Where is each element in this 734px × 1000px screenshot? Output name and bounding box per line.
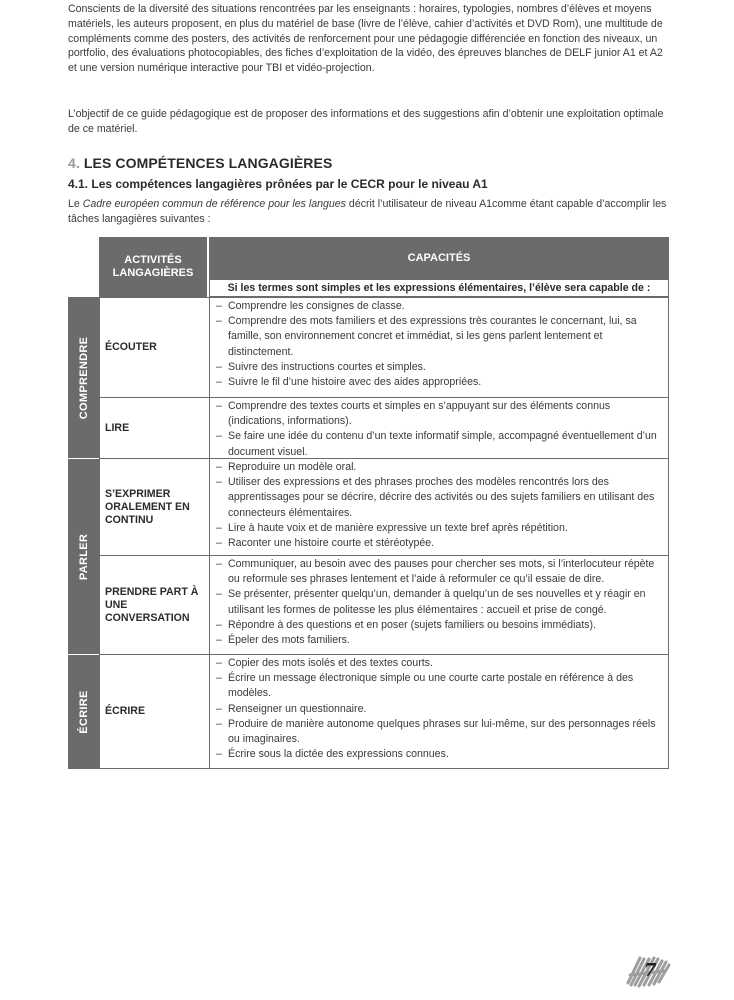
header-subtitle: Si les termes sont simples et les expressions élémentaires, l’élève sera capable de : bbox=[209, 279, 669, 297]
header-capacities: CAPACITÉS bbox=[209, 237, 669, 279]
skill-label: COMPRENDRE bbox=[77, 336, 90, 419]
activity-ecrire bbox=[99, 654, 210, 769]
skill-parler bbox=[68, 459, 99, 654]
competences-table bbox=[68, 237, 669, 769]
header-activities: ACTIVITÉS LANGAGIÈRES bbox=[99, 237, 207, 297]
capacity-item: – Comprendre des textes courts et simples en s’appuyant sur des éléments connus (indications, informations). bbox=[216, 400, 611, 428]
subsection-title: Les compétences langagières prônées par le CECR pour le niveau A1 bbox=[91, 177, 488, 191]
skill-ecrire bbox=[68, 655, 99, 769]
capacities-ecouter bbox=[209, 297, 669, 398]
capacity-item: – Comprendre les consignes de classe. bbox=[216, 300, 405, 312]
activity-lire bbox=[99, 397, 210, 459]
capacity-item: – Lire à haute voix et de manière expressive un texte bref après répétition. bbox=[216, 521, 568, 534]
activity-label: ÉCOUTER bbox=[105, 341, 157, 353]
capacity-item: – Copier des mots isolés et des textes courts. bbox=[216, 657, 433, 669]
intro-paragraph: Conscients de la diversité des situations rencontrées par les enseignants : horaires, typologies, nombres d’élèves et moyens matériels, les auteurs proposent, en plus du matériel de base (livre de l’élève, cahier d’activités et DVD Rom), une multitude de compléments comme des posters, des activités de renforcement pour une pédagogie différenciée en fonction des niveaux, un portfolio, des évaluations photocopiables, des fiches d’exploitation de la vidéo, des épreuves blanches de DELF junior A1 et A2 et une version numérique interactive pour TBI et vidéo-projection. bbox=[68, 3, 663, 75]
capacities-prendre-part-conversation bbox=[209, 555, 669, 655]
capacity-item: – Produire de manière autonome quelques phrases sur lui-même, sur des personnages réels ou imaginaires. bbox=[216, 717, 656, 746]
capacities-sexprimer-oralement bbox=[209, 458, 669, 556]
activity-ecouter bbox=[99, 297, 210, 398]
section-title: LES COMPÉTENCES LANGAGIÈRES bbox=[83, 155, 333, 171]
page-number: 7 bbox=[644, 960, 657, 981]
skill-label: ÉCRIRE bbox=[77, 690, 90, 734]
lead-paragraph bbox=[68, 197, 670, 227]
lead-emphasis: Cadre européen commun de référence pour les langues bbox=[82, 198, 346, 210]
capacity-item: – Suivre des instructions courtes et simples. bbox=[216, 360, 426, 373]
capacity-item: – Se faire une idée du contenu d’un texte informatif simple, accompagné éventuellement d’un document visuel. bbox=[216, 430, 657, 458]
lead-prefix: Le bbox=[68, 198, 83, 210]
capacity-item: – Raconter une histoire courte et stéréotypée. bbox=[216, 537, 435, 550]
skill-comprendre bbox=[68, 297, 99, 458]
activity-label: PRENDRE PART À UNE CONVERSATION bbox=[105, 585, 199, 624]
capacity-item: – Reproduire un modèle oral. bbox=[216, 461, 357, 473]
capacity-item: – Suivre le fil d’une histoire avec des aides appropriées. bbox=[216, 376, 482, 389]
subsection-heading bbox=[68, 177, 488, 191]
capacity-item: – Se présenter, présenter quelqu’un, demander à quelqu’un de ses nouvelles et y réagir en utilisant les formes de politesse les plus élémentaires : accueil et prise de congé. bbox=[216, 588, 646, 616]
capacity-item: – Épeler des mots familiers. bbox=[216, 634, 350, 647]
page-number-badge bbox=[624, 953, 672, 989]
capacities-lire bbox=[209, 397, 669, 459]
capacity-item: – Comprendre des mots familiers et des expressions très courantes le concernant, lui, sa famille, son environnement concret et immédiat, si les gens parlent lentement et distinctement. bbox=[216, 315, 637, 358]
activity-sexprimer-oralement bbox=[99, 458, 210, 556]
capacity-item: – Écrire un message électronique simple ou une courte carte postale en référence à des modèles. bbox=[216, 672, 634, 700]
subsection-number: 4.1. bbox=[68, 177, 89, 191]
skill-label: PARLER bbox=[77, 533, 90, 580]
lead-suffix: décrit l’utilisateur de niveau A1comme étant capable d’accomplir les tâches langagières suivantes : bbox=[68, 198, 667, 225]
capacity-item: – Répondre à des questions et en poser (sujets familiers ou besoins immédiats). bbox=[216, 618, 597, 631]
activity-label: LIRE bbox=[105, 421, 130, 434]
objective-paragraph: L’objectif de ce guide pédagogique est de proposer des informations et des suggestions afin d’obtenir une exploitation optimale de ce matériel. bbox=[68, 108, 664, 135]
capacity-item: – Utiliser des expressions et des phrases proches des modèles rencontrés lors des apprentissages pour se décrire, décrire des activités ou des sujets familiers en utilisant des connecteurs élémentaires. bbox=[216, 476, 655, 519]
section-heading bbox=[68, 155, 332, 171]
activity-prendre-part-conversation bbox=[99, 555, 210, 655]
capacity-item: – Communiquer, au besoin avec des pauses pour chercher ses mots, si l’interlocuteur répète ou reformule ses phrases lentement et l’aide à reformuler ce qu’il essaie de dire. bbox=[216, 558, 655, 586]
capacity-item: – Écrire sous la dictée des expressions connues. bbox=[216, 748, 449, 761]
section-number: 4. bbox=[68, 155, 80, 171]
capacities-ecrire bbox=[209, 654, 669, 769]
capacity-item: – Renseigner un questionnaire. bbox=[216, 702, 367, 715]
activity-label: S’EXPRIMER ORALEMENT EN CONTINU bbox=[105, 487, 190, 526]
activity-label: ÉCRIRE bbox=[105, 705, 146, 717]
